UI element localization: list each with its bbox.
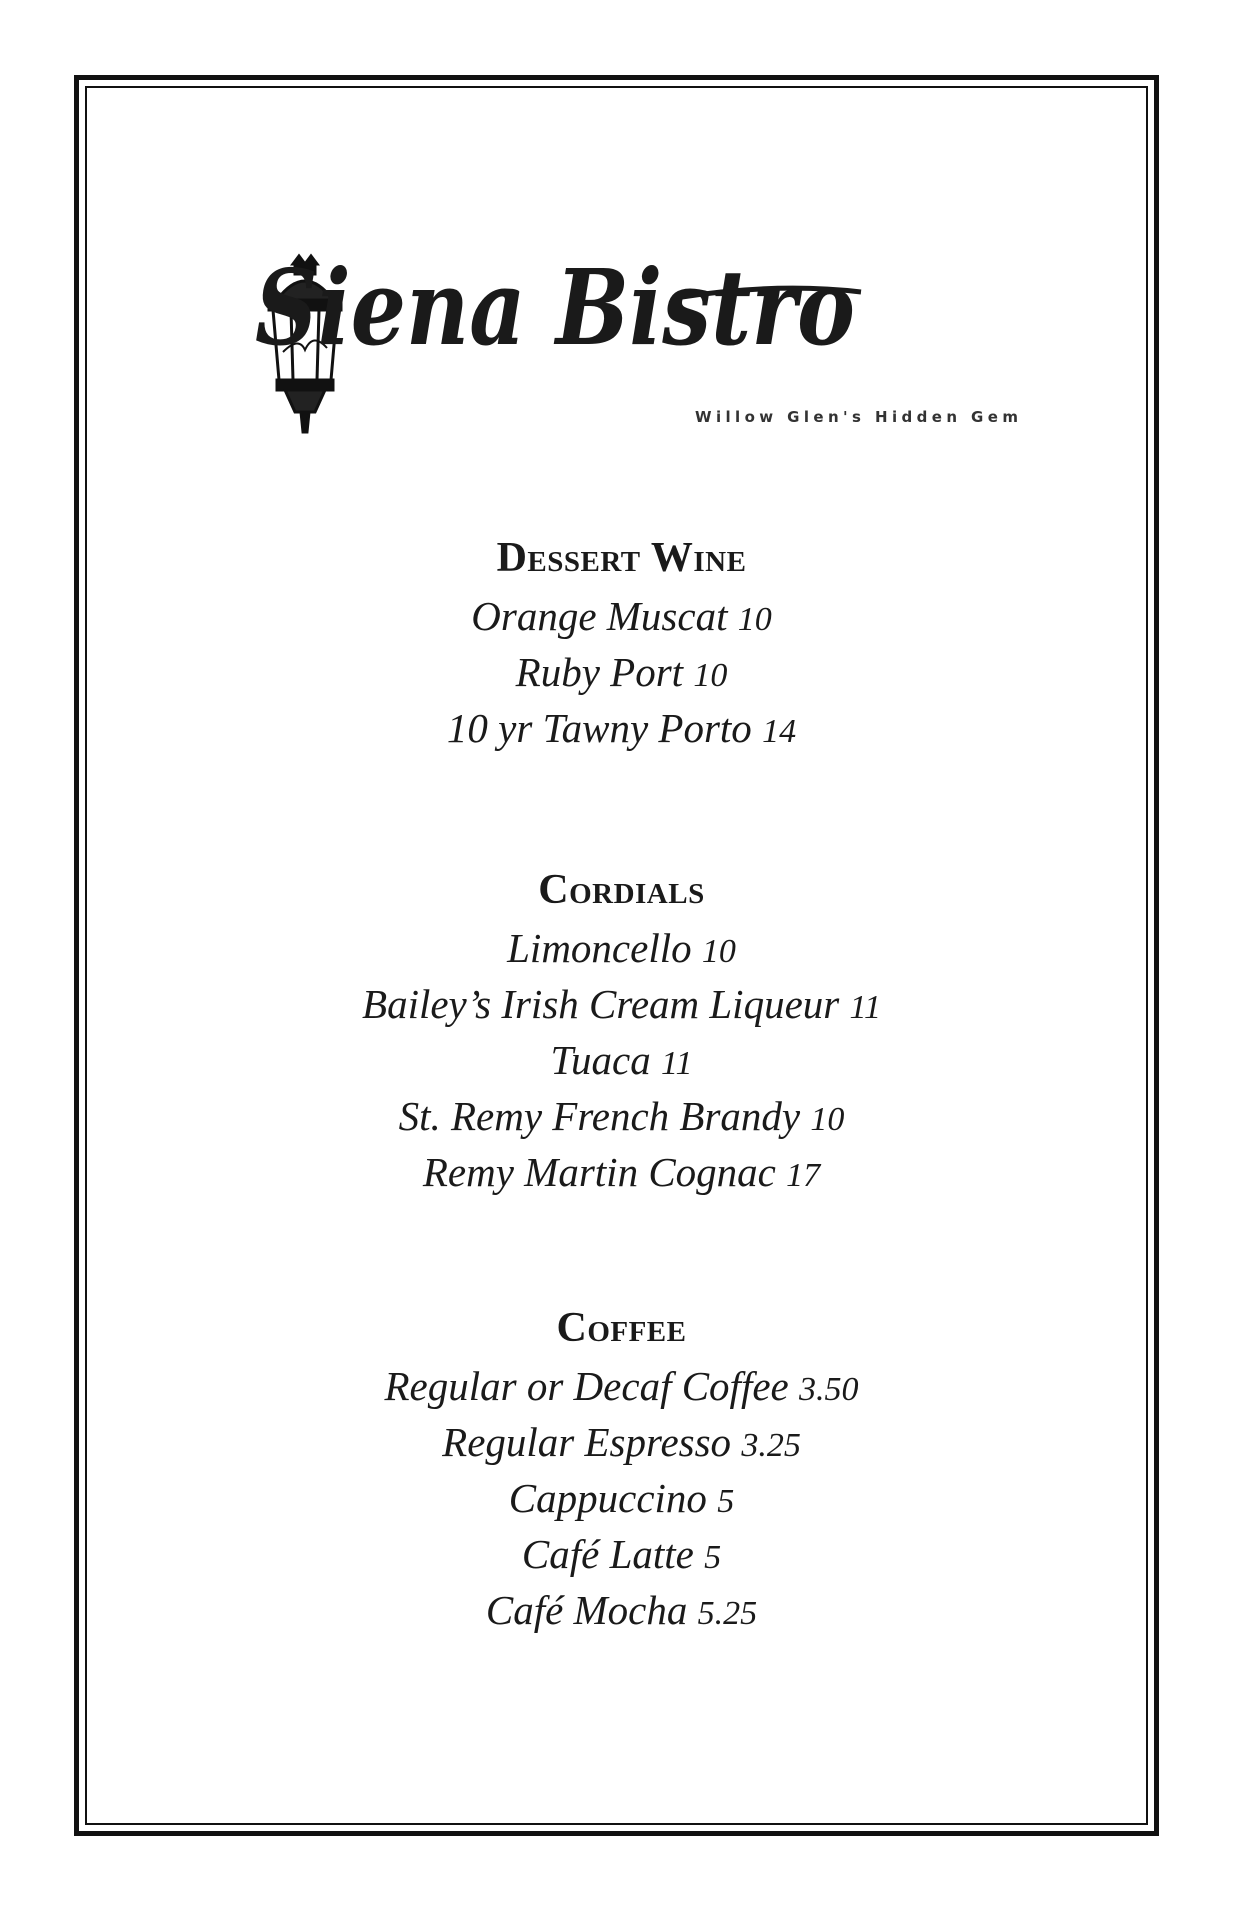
item-name: Bailey’s Irish Cream Liqueur bbox=[362, 981, 840, 1027]
item-name: Ruby Port bbox=[515, 649, 684, 695]
item-name: Regular Espresso bbox=[442, 1419, 732, 1465]
menu-item bbox=[0, 590, 1243, 646]
section-dessert-wine bbox=[0, 532, 1243, 758]
menu-item bbox=[0, 922, 1243, 978]
menu-item bbox=[0, 978, 1243, 1034]
item-price: 14 bbox=[762, 713, 797, 750]
menu-item bbox=[0, 1090, 1243, 1146]
item-price: 11 bbox=[849, 989, 881, 1026]
section-title bbox=[0, 1302, 1243, 1354]
item-price: 3.25 bbox=[741, 1427, 801, 1464]
menu-item bbox=[0, 1360, 1243, 1416]
menu-item bbox=[0, 1528, 1243, 1584]
item-name: Regular or Decaf Coffee bbox=[384, 1363, 789, 1409]
item-name: Remy Martin Cognac bbox=[422, 1149, 776, 1195]
section-coffee bbox=[0, 1302, 1243, 1640]
item-price: 5 bbox=[704, 1539, 722, 1576]
item-name: 10 yr Tawny Porto bbox=[446, 705, 752, 751]
section-title-text: Coffee bbox=[556, 1305, 687, 1351]
menu-item bbox=[0, 646, 1243, 702]
section-title bbox=[0, 864, 1243, 916]
item-price: 5.25 bbox=[697, 1595, 758, 1632]
item-name: St. Remy French Brandy bbox=[398, 1093, 801, 1139]
menu-item bbox=[0, 1034, 1243, 1090]
item-price: 10 bbox=[701, 933, 736, 970]
item-price: 10 bbox=[737, 601, 772, 638]
menu-item bbox=[0, 702, 1243, 758]
menu-item bbox=[0, 1146, 1243, 1202]
siena-bistro-logo bbox=[255, 246, 1023, 440]
item-price: 10 bbox=[810, 1101, 845, 1138]
item-name: Cappuccino bbox=[508, 1475, 707, 1521]
brand-wordmark bbox=[255, 246, 875, 392]
item-name: Café Mocha bbox=[485, 1587, 688, 1633]
svg-text:Siena Bistro: Siena Bistro bbox=[255, 246, 855, 369]
item-name: Orange Muscat bbox=[471, 593, 728, 639]
section-title bbox=[0, 532, 1243, 584]
item-name: Limoncello bbox=[507, 925, 692, 971]
item-name: Café Latte bbox=[521, 1531, 694, 1577]
item-price: 17 bbox=[786, 1157, 821, 1194]
item-price: 3.50 bbox=[798, 1371, 859, 1408]
item-price: 11 bbox=[661, 1045, 693, 1082]
section-title-text: Dessert Wine bbox=[496, 535, 747, 581]
menu-item bbox=[0, 1472, 1243, 1528]
menu-item bbox=[0, 1584, 1243, 1640]
section-title-text: Cordials bbox=[538, 867, 705, 913]
menu-item bbox=[0, 1416, 1243, 1472]
item-name: Tuaca bbox=[550, 1037, 651, 1083]
item-price: 5 bbox=[717, 1483, 735, 1520]
brand-tagline: Willow Glen's Hidden Gem bbox=[695, 408, 1023, 426]
item-price: 10 bbox=[693, 657, 728, 694]
section-cordials bbox=[0, 864, 1243, 1202]
